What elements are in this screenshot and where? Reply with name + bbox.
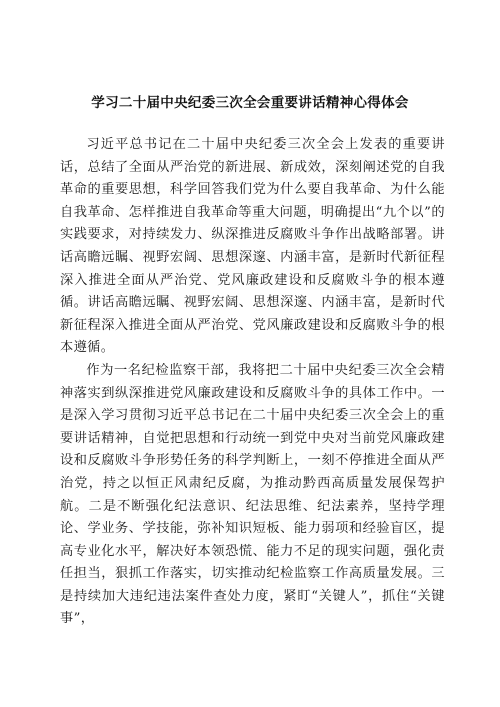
- document-body: [60, 134, 445, 631]
- paragraph-1: 习近平总书记在二十届中央纪委三次全会上发表的重要讲话，总结了全面从严治党的新进展、新成效，深刻阐述党的自我革命的重要思想，科学回答我们党为什么要自我革命、为什么能自我革命、怎样推进自我革命等重大问题，明确提出“九个以”的实践要求，对持续发力、纵深推进反腐败斗争作出战略部署。讲话高瞻远瞩、视野宏阔、思想深邃、内涵丰富，是新时代新征程深入推进全面从严治党、党风廉政建设和反腐败斗争的根本遵循。讲话高瞻远瞩、视野宏阔、思想深邃、内涵丰富，是新时代新征程深入推进全面从严治党、党风廉政建设和反腐败斗争的根本遵循。: [60, 137, 445, 356]
- document-title: 学习二十届中央纪委三次全会重要讲话精神心得体会: [91, 95, 409, 111]
- paragraph-2: 作为一名纪检监察干部，我将把二十届中央纪委三次全会精神落实到纵深推进党风廉政建设和反腐败斗争的具体工作中。一是深入学习贯彻习近平总书记在二十届中央纪委三次全会上的重要讲话精神，自觉把思想和行动统一到党中央对当前党风廉政建设和反腐败斗争形势任务的科学判断上，一刻不停推进全面从严治党，持之以恒正风肃纪反腐，为推动黔西高质量发展保驾护航。二是不断强化纪法意识、纪法思维、纪法素养，坚持学理论、学业务、学技能，弥补知识短板、能力弱项和经验盲区，提高专业化水平，解决好本领恐慌、能力不足的现实问题，强化责任担当，狠抓工作落实，切实推动纪检监察工作高质量发展。三是持续加大违纪违法案件查处力度，紧盯“关键人”，抓住“关键事”，: [60, 362, 445, 627]
